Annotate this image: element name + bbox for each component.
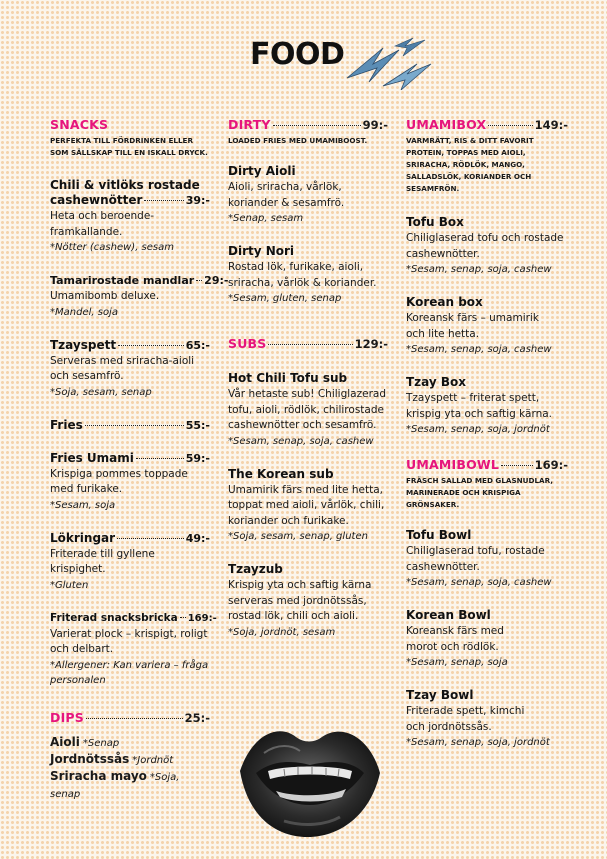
item-name: Fries Umami <box>50 450 134 465</box>
section-subtitle: PERFEKTA TILL FÖRDRINKEN ELLER SOM SÄLLSKAP TILL EN ISKALL DRYCK. <box>50 136 208 157</box>
item-description: Krispiga pommes toppade med furikake. <box>50 467 188 495</box>
item-description: Krispig yta och saftig kärna serveras med jordnötssås, rostad lök, chili och aioli. <box>228 579 372 622</box>
dip-name: Sriracha mayo <box>50 768 147 783</box>
section-price: 25:- <box>184 710 210 725</box>
item-allergens: *Allergener: Kan variera – fråga personalen <box>50 659 209 686</box>
item-price: 29:- <box>204 274 229 287</box>
item-description: Koreansk färs med morot och rödlök. <box>406 625 504 653</box>
dip-name: Aioli <box>50 734 80 749</box>
section-title: UMAMIBOWL <box>406 457 500 472</box>
item-name: Tzayzub <box>228 562 283 576</box>
item-description: Tzayspett – friterat spett, krispig yta och saftig kärna. <box>406 392 553 420</box>
dip-allergens: *Senap <box>82 737 120 749</box>
item-allergens: *Sesam, soja <box>50 499 116 511</box>
item-allergens: *Mandel, soja <box>50 306 118 318</box>
item-allergens: *Sesam, senap, soja <box>406 657 508 668</box>
menu-section-snacks <box>50 117 229 688</box>
item-name: Tofu Box <box>406 215 464 229</box>
item-price: 55:- <box>185 418 210 432</box>
item-description: Friterade till gyllene krispighet. <box>50 547 155 575</box>
menu-item <box>406 528 568 590</box>
menu-item <box>50 273 229 320</box>
item-name-row <box>50 451 210 466</box>
item-description: Vår hetaste sub! Chiliglazerad tofu, aioli, rödlök, chilirostade cashewnötter och sesamfrö. <box>228 388 386 431</box>
item-allergens: *Senap, sesam <box>228 213 304 224</box>
item-description: Chiliglaserad tofu och rostade cashewnötter. <box>406 232 564 260</box>
item-allergens: *Soja, sesam, senap, gluten <box>228 531 368 542</box>
menu-item <box>228 164 388 226</box>
item-allergens: *Sesam, senap, soja, jordnöt <box>406 737 550 748</box>
item-description: Umamibomb deluxe. <box>50 290 160 302</box>
menu-section-dips <box>50 710 210 802</box>
menu-item <box>406 295 568 357</box>
dip-item <box>50 751 210 768</box>
item-allergens: *Gluten <box>50 579 89 591</box>
item-allergens: *Sesam, senap, soja, jordnöt <box>406 424 550 435</box>
item-name: Dirty Aioli <box>228 164 296 178</box>
item-allergens: *Soja, jordnöt, sesam <box>228 626 336 638</box>
menu-item <box>406 215 568 277</box>
item-description: Koreansk färs – umamirik och lite hetta. <box>406 312 539 340</box>
section-title: DIPS <box>50 709 84 725</box>
item-name: Korean Bowl <box>406 608 491 622</box>
item-name-row <box>50 531 210 546</box>
item-name: The Korean sub <box>228 466 334 481</box>
menu-section-dirty <box>228 117 388 306</box>
item-description: Umamirik färs med lite hetta, toppat med aioli, vårlök, chili, koriander och furikake. <box>228 483 385 527</box>
item-name: Tofu Bowl <box>406 528 472 542</box>
section-price: 129:- <box>354 337 388 351</box>
item-name: Tzayspett <box>50 337 117 352</box>
menu-item <box>228 371 388 449</box>
menu-item <box>50 611 217 688</box>
item-name: Hot Chili Tofu sub <box>228 371 348 385</box>
section-subtitle: FRÄSCH SALLAD MED GLASNUDLAR, MARINERADE OCH KRISPIGA GRÖNSAKER. <box>406 476 554 509</box>
item-description: Serveras med sriracha-aioli och sesamfrö. <box>50 354 195 382</box>
menu-section-umamibowl <box>406 457 568 750</box>
item-price: 39:- <box>185 194 210 207</box>
dip-item <box>50 734 210 751</box>
dip-item <box>50 768 210 802</box>
item-name: Chili & vitlöks rostade <box>50 178 200 192</box>
item-name-row <box>50 418 210 433</box>
section-title: SUBS <box>228 336 267 351</box>
section-subtitle: VARMRÄTT, RIS & DITT FAVORIT PROTEIN, TOPPAS MED AIOLI, SRIRACHA, RÖDLÖK, MANGO, SALLADSLÖK, KORIANDER OCH SESAMFRÖN. <box>406 136 534 193</box>
dip-allergens: *Jordnöt <box>132 754 174 766</box>
item-name-row <box>50 273 229 288</box>
page-title: FOOD <box>250 37 345 72</box>
menu-column-left <box>50 117 229 802</box>
item-description: Friterade spett, kimchi och jordnötssås. <box>406 705 525 733</box>
item-name: cashewnötter <box>50 193 143 207</box>
item-name-row <box>50 193 210 208</box>
item-price: 59:- <box>185 451 210 465</box>
menu-item <box>228 244 388 306</box>
item-name: Fries <box>50 417 83 432</box>
menu-section-umamibox <box>406 117 568 437</box>
section-price: 99:- <box>362 118 388 132</box>
item-allergens: *Soja, sesam, senap <box>50 386 152 398</box>
item-name: Tzay Bowl <box>406 688 474 702</box>
item-name-row <box>50 338 210 353</box>
lightning-bolts-icon <box>343 34 435 90</box>
item-description: Chiliglaserad tofu, rostade cashewnötter. <box>406 545 545 573</box>
menu-section-subs <box>228 336 388 640</box>
menu-item <box>406 375 568 437</box>
section-price: 149:- <box>534 118 568 132</box>
menu-item <box>50 451 210 513</box>
section-price: 169:- <box>534 458 568 472</box>
lips-illustration <box>234 713 384 843</box>
item-allergens: *Sesam, senap, soja, cashew <box>406 264 552 275</box>
item-name-row <box>50 611 217 626</box>
menu-item <box>50 531 210 593</box>
section-header <box>50 710 210 725</box>
item-allergens: *Sesam, gluten, senap <box>228 293 342 304</box>
menu-item <box>50 178 210 255</box>
item-price: 65:- <box>185 338 210 352</box>
section-header <box>228 336 388 351</box>
item-price: 49:- <box>185 531 210 545</box>
dip-list <box>50 734 210 802</box>
menu-column-middle <box>228 117 388 640</box>
menu-item <box>228 562 388 640</box>
section-subtitle: LOADED FRIES MED UMAMIBOOST. <box>228 136 368 145</box>
item-name: Friterad snacksbricka <box>50 611 178 624</box>
section-title: SNACKS <box>50 117 109 132</box>
item-name: Korean box <box>406 295 483 309</box>
item-allergens: *Sesam, senap, soja, cashew <box>406 577 552 588</box>
menu-item <box>50 338 210 400</box>
dip-allergens: *Soja, senap <box>50 771 180 800</box>
item-allergens: *Sesam, senap, soja, cashew <box>228 435 374 447</box>
item-allergens: *Sesam, senap, soja, cashew <box>406 344 552 355</box>
section-header <box>406 457 568 472</box>
section-title: UMAMIBOX <box>406 117 487 132</box>
item-name: Dirty Nori <box>228 244 295 258</box>
dip-name: Jordnötssås <box>50 751 130 766</box>
section-header <box>50 117 210 132</box>
item-name: Tamarirostade mandlar <box>50 274 195 287</box>
section-title: DIRTY <box>228 117 271 132</box>
section-header <box>406 117 568 132</box>
menu-item <box>406 608 568 670</box>
menu-item <box>228 467 388 545</box>
item-description: Aioli, sriracha, vårlök, koriander & sesamfrö. <box>228 181 345 209</box>
item-allergens: *Nötter (cashew), sesam <box>50 242 174 253</box>
item-name: Tzay Box <box>406 375 467 389</box>
menu-item <box>50 418 210 433</box>
item-description: Varierat plock – krispigt, roligt och delbart. <box>50 627 208 655</box>
menu-column-right <box>406 117 568 750</box>
item-name: Lökringar <box>50 530 116 545</box>
item-description: Heta och beroende-framkallande. <box>50 210 155 238</box>
menu-item <box>406 688 568 750</box>
item-price: 169:- <box>187 612 217 624</box>
section-header <box>228 117 388 132</box>
item-description: Rostad lök, furikake, aioli, sriracha, vårlök & koriander. <box>228 261 377 289</box>
